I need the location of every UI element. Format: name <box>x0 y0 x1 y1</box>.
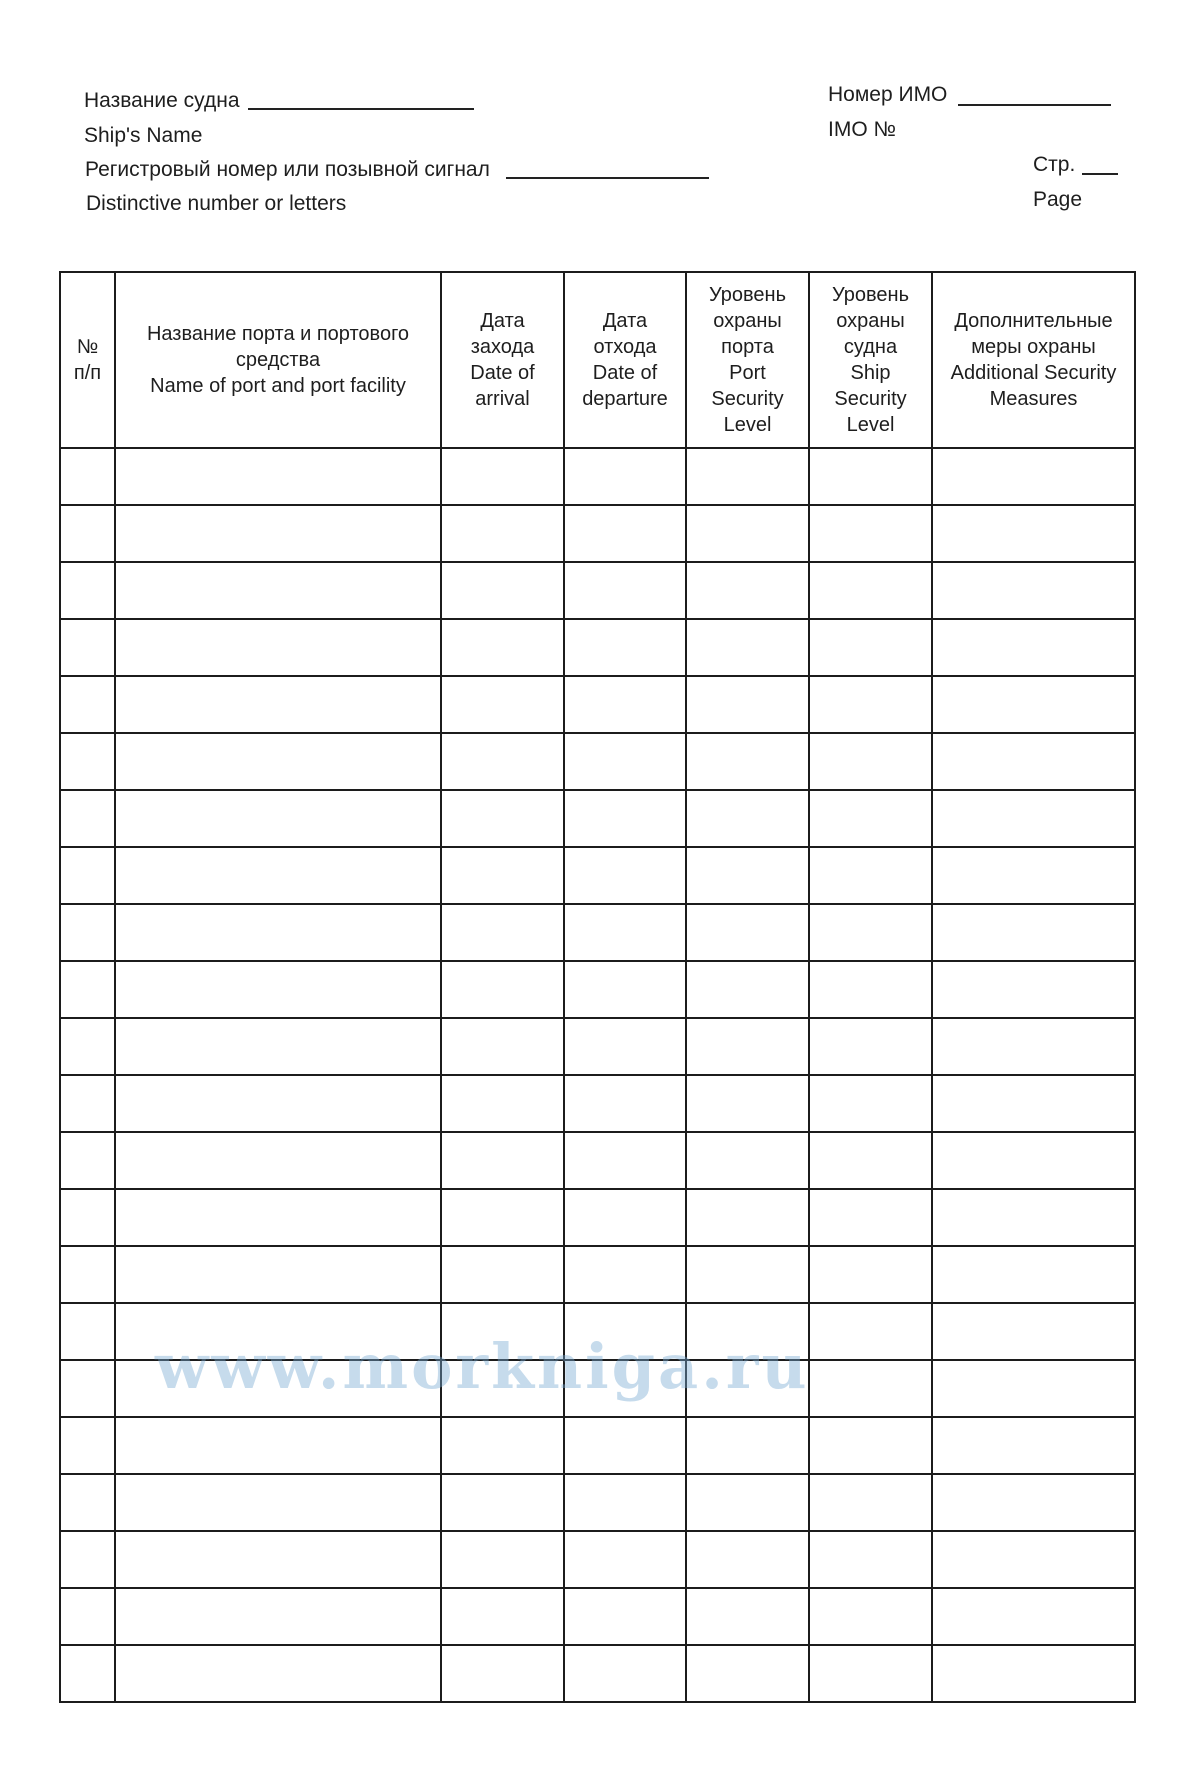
cell-port-security[interactable] <box>686 1189 809 1246</box>
cell-port[interactable] <box>115 904 441 961</box>
cell-arrival[interactable] <box>441 1075 564 1132</box>
cell-port-security[interactable] <box>686 790 809 847</box>
cell-ship-security[interactable] <box>809 904 932 961</box>
cell-ship-security[interactable] <box>809 562 932 619</box>
cell-departure[interactable] <box>564 1417 686 1474</box>
cell-number[interactable] <box>60 790 115 847</box>
table-row <box>60 1474 1135 1531</box>
cell-port-security[interactable] <box>686 1360 809 1417</box>
cell-ship-security[interactable] <box>809 1531 932 1588</box>
cell-additional-measures[interactable] <box>932 1360 1135 1417</box>
cell-arrival[interactable] <box>441 904 564 961</box>
cell-ship-security[interactable] <box>809 1588 932 1645</box>
cell-additional-measures[interactable] <box>932 448 1135 505</box>
cell-number[interactable] <box>60 676 115 733</box>
cell-number[interactable] <box>60 1018 115 1075</box>
cell-arrival[interactable] <box>441 1588 564 1645</box>
cell-port-security[interactable] <box>686 676 809 733</box>
cell-ship-security[interactable] <box>809 1075 932 1132</box>
cell-port[interactable] <box>115 448 441 505</box>
cell-additional-measures[interactable] <box>932 1417 1135 1474</box>
cell-additional-measures[interactable] <box>932 904 1135 961</box>
cell-ship-security[interactable] <box>809 448 932 505</box>
cell-number[interactable] <box>60 1303 115 1360</box>
cell-arrival[interactable] <box>441 1303 564 1360</box>
cell-arrival[interactable] <box>441 790 564 847</box>
cell-additional-measures[interactable] <box>932 1645 1135 1702</box>
reg-number-field[interactable] <box>506 177 709 179</box>
cell-additional-measures[interactable] <box>932 1075 1135 1132</box>
cell-ship-security[interactable] <box>809 1132 932 1189</box>
cell-ship-security[interactable] <box>809 790 932 847</box>
cell-departure[interactable] <box>564 1132 686 1189</box>
reg-number-en-label: Distinctive number or letters <box>86 192 347 215</box>
cell-arrival[interactable] <box>441 562 564 619</box>
table-row <box>60 1075 1135 1132</box>
cell-ship-security[interactable] <box>809 733 932 790</box>
table-row <box>60 1246 1135 1303</box>
watermark: www.morkniga.ru <box>155 1330 810 1403</box>
cell-number[interactable] <box>60 1360 115 1417</box>
cell-arrival[interactable] <box>441 1246 564 1303</box>
cell-port-security[interactable] <box>686 961 809 1018</box>
cell-number[interactable] <box>60 1189 115 1246</box>
cell-port-security[interactable] <box>686 1246 809 1303</box>
cell-port-security[interactable] <box>686 1075 809 1132</box>
cell-additional-measures[interactable] <box>932 505 1135 562</box>
cell-arrival[interactable] <box>441 1018 564 1075</box>
cell-number[interactable] <box>60 1246 115 1303</box>
ship-name-field[interactable] <box>248 108 474 110</box>
cell-ship-security[interactable] <box>809 1303 932 1360</box>
table-row <box>60 733 1135 790</box>
cell-additional-measures[interactable] <box>932 790 1135 847</box>
column-header-ship-security <box>809 272 932 448</box>
cell-ship-security[interactable] <box>809 1417 932 1474</box>
cell-departure[interactable] <box>564 1588 686 1645</box>
table-row <box>60 1588 1135 1645</box>
table-row <box>60 676 1135 733</box>
cell-ship-security[interactable] <box>809 676 932 733</box>
cell-port-security[interactable] <box>686 619 809 676</box>
cell-arrival[interactable] <box>441 1189 564 1246</box>
table-header-row <box>60 272 1135 448</box>
imo-ru-label: Номер ИМО <box>828 83 948 106</box>
cell-departure[interactable] <box>564 505 686 562</box>
cell-port[interactable] <box>115 1474 441 1531</box>
cell-port[interactable] <box>115 1417 441 1474</box>
cell-port[interactable] <box>115 676 441 733</box>
cell-port[interactable] <box>115 1588 441 1645</box>
cell-ship-security[interactable] <box>809 847 932 904</box>
cell-ship-security[interactable] <box>809 1360 932 1417</box>
table-row <box>60 1531 1135 1588</box>
cell-arrival[interactable] <box>441 619 564 676</box>
cell-departure[interactable] <box>564 562 686 619</box>
table-body <box>60 448 1135 1702</box>
cell-port[interactable] <box>115 1303 441 1360</box>
cell-port[interactable] <box>115 1075 441 1132</box>
cell-ship-security[interactable] <box>809 1018 932 1075</box>
cell-port-security[interactable] <box>686 1531 809 1588</box>
cell-port-security[interactable] <box>686 1417 809 1474</box>
cell-port[interactable] <box>115 1360 441 1417</box>
table-row <box>60 904 1135 961</box>
cell-additional-measures[interactable] <box>932 562 1135 619</box>
table-row <box>60 1645 1135 1702</box>
cell-port[interactable] <box>115 1531 441 1588</box>
cell-arrival[interactable] <box>441 733 564 790</box>
cell-port-security[interactable] <box>686 448 809 505</box>
cell-port-security[interactable] <box>686 505 809 562</box>
table-row <box>60 448 1135 505</box>
cell-port[interactable] <box>115 1645 441 1702</box>
column-header-label: Дата захода Date of arrival <box>470 310 535 410</box>
reg-number-ru-label: Регистровый номер или позывной сигнал <box>85 158 490 181</box>
cell-port[interactable] <box>115 619 441 676</box>
cell-number[interactable] <box>60 847 115 904</box>
cell-port[interactable] <box>115 733 441 790</box>
cell-departure[interactable] <box>564 676 686 733</box>
cell-number[interactable] <box>60 1474 115 1531</box>
cell-arrival[interactable] <box>441 1474 564 1531</box>
column-header-port-security <box>686 272 809 448</box>
cell-additional-measures[interactable] <box>932 1018 1135 1075</box>
column-header-label: Уровень охраны порта Port Security Level <box>708 284 787 436</box>
cell-port-security[interactable] <box>686 1645 809 1702</box>
table-row <box>60 1417 1135 1474</box>
cell-additional-measures[interactable] <box>932 619 1135 676</box>
cell-additional-measures[interactable] <box>932 961 1135 1018</box>
cell-number[interactable] <box>60 1417 115 1474</box>
cell-port[interactable] <box>115 847 441 904</box>
column-header-label: Дата отхода Date of departure <box>582 310 668 410</box>
cell-arrival[interactable] <box>441 1531 564 1588</box>
cell-port[interactable] <box>115 1018 441 1075</box>
cell-ship-security[interactable] <box>809 505 932 562</box>
column-header-additional-measures <box>932 272 1135 448</box>
cell-additional-measures[interactable] <box>932 847 1135 904</box>
cell-departure[interactable] <box>564 619 686 676</box>
column-header-departure <box>564 272 686 448</box>
cell-port-security[interactable] <box>686 562 809 619</box>
column-header-label: Уровень охраны судна Ship Security Level <box>831 284 910 436</box>
cell-departure[interactable] <box>564 1531 686 1588</box>
cell-departure[interactable] <box>564 448 686 505</box>
cell-arrival[interactable] <box>441 847 564 904</box>
cell-port-security[interactable] <box>686 733 809 790</box>
cell-additional-measures[interactable] <box>932 1303 1135 1360</box>
cell-arrival[interactable] <box>441 676 564 733</box>
table-row <box>60 790 1135 847</box>
table-row <box>60 961 1135 1018</box>
cell-additional-measures[interactable] <box>932 1531 1135 1588</box>
cell-port-security[interactable] <box>686 847 809 904</box>
page-ru-label: Стр. <box>1033 153 1076 176</box>
cell-number[interactable] <box>60 904 115 961</box>
cell-number[interactable] <box>60 1531 115 1588</box>
cell-arrival[interactable] <box>441 1417 564 1474</box>
cell-port-security[interactable] <box>686 904 809 961</box>
cell-number[interactable] <box>60 1588 115 1645</box>
cell-additional-measures[interactable] <box>932 733 1135 790</box>
table-row <box>60 1018 1135 1075</box>
cell-departure[interactable] <box>564 790 686 847</box>
page-field[interactable] <box>1082 173 1118 175</box>
cell-departure[interactable] <box>564 733 686 790</box>
page-en-label: Page <box>1033 188 1083 211</box>
cell-additional-measures[interactable] <box>932 676 1135 733</box>
cell-departure[interactable] <box>564 1075 686 1132</box>
table-row <box>60 619 1135 676</box>
table-row <box>60 1189 1135 1246</box>
cell-ship-security[interactable] <box>809 619 932 676</box>
column-header-number <box>60 272 115 448</box>
cell-departure[interactable] <box>564 847 686 904</box>
cell-number[interactable] <box>60 961 115 1018</box>
table-row <box>60 562 1135 619</box>
column-header-label: Дополнительные меры охраны Additional Security Measures <box>950 310 1117 410</box>
cell-number[interactable] <box>60 1075 115 1132</box>
column-header-arrival <box>441 272 564 448</box>
column-header-port <box>115 272 441 448</box>
cell-port-security[interactable] <box>686 1303 809 1360</box>
cell-arrival[interactable] <box>441 1132 564 1189</box>
cell-arrival[interactable] <box>441 505 564 562</box>
column-header-label: № п/п <box>73 336 102 384</box>
cell-departure[interactable] <box>564 1018 686 1075</box>
cell-departure[interactable] <box>564 961 686 1018</box>
cell-arrival[interactable] <box>441 961 564 1018</box>
imo-field[interactable] <box>958 104 1111 106</box>
cell-ship-security[interactable] <box>809 961 932 1018</box>
cell-port[interactable] <box>115 1189 441 1246</box>
cell-port-security[interactable] <box>686 1018 809 1075</box>
cell-additional-measures[interactable] <box>932 1588 1135 1645</box>
cell-departure[interactable] <box>564 1303 686 1360</box>
cell-number[interactable] <box>60 1645 115 1702</box>
cell-port-security[interactable] <box>686 1474 809 1531</box>
cell-number[interactable] <box>60 733 115 790</box>
cell-port-security[interactable] <box>686 1588 809 1645</box>
cell-number[interactable] <box>60 505 115 562</box>
table-row <box>60 1360 1135 1417</box>
table-row <box>60 847 1135 904</box>
cell-departure[interactable] <box>564 1246 686 1303</box>
cell-departure[interactable] <box>564 1645 686 1702</box>
imo-en-label: IMO № <box>828 118 897 141</box>
cell-ship-security[interactable] <box>809 1474 932 1531</box>
cell-additional-measures[interactable] <box>932 1189 1135 1246</box>
cell-departure[interactable] <box>564 1189 686 1246</box>
cell-port[interactable] <box>115 790 441 847</box>
cell-number[interactable] <box>60 448 115 505</box>
cell-port[interactable] <box>115 1246 441 1303</box>
table-row <box>60 505 1135 562</box>
cell-ship-security[interactable] <box>809 1645 932 1702</box>
cell-arrival[interactable] <box>441 1645 564 1702</box>
cell-additional-measures[interactable] <box>932 1132 1135 1189</box>
table-row <box>60 1303 1135 1360</box>
ship-name-en-label: Ship's Name <box>84 124 203 147</box>
cell-ship-security[interactable] <box>809 1246 932 1303</box>
cell-additional-measures[interactable] <box>932 1474 1135 1531</box>
cell-port[interactable] <box>115 562 441 619</box>
cell-ship-security[interactable] <box>809 1189 932 1246</box>
cell-number[interactable] <box>60 1132 115 1189</box>
cell-departure[interactable] <box>564 904 686 961</box>
cell-port-security[interactable] <box>686 1132 809 1189</box>
cell-departure[interactable] <box>564 1360 686 1417</box>
cell-additional-measures[interactable] <box>932 1246 1135 1303</box>
cell-number[interactable] <box>60 619 115 676</box>
cell-arrival[interactable] <box>441 448 564 505</box>
ship-name-ru-label: Название судна <box>84 89 240 112</box>
cell-port[interactable] <box>115 505 441 562</box>
port-call-log-table <box>59 271 1136 1703</box>
column-header-label: Название порта и портового средства Name of port and port facility <box>146 323 410 397</box>
table-row <box>60 1132 1135 1189</box>
cell-arrival[interactable] <box>441 1360 564 1417</box>
cell-port[interactable] <box>115 1132 441 1189</box>
cell-port[interactable] <box>115 961 441 1018</box>
cell-number[interactable] <box>60 562 115 619</box>
cell-departure[interactable] <box>564 1474 686 1531</box>
